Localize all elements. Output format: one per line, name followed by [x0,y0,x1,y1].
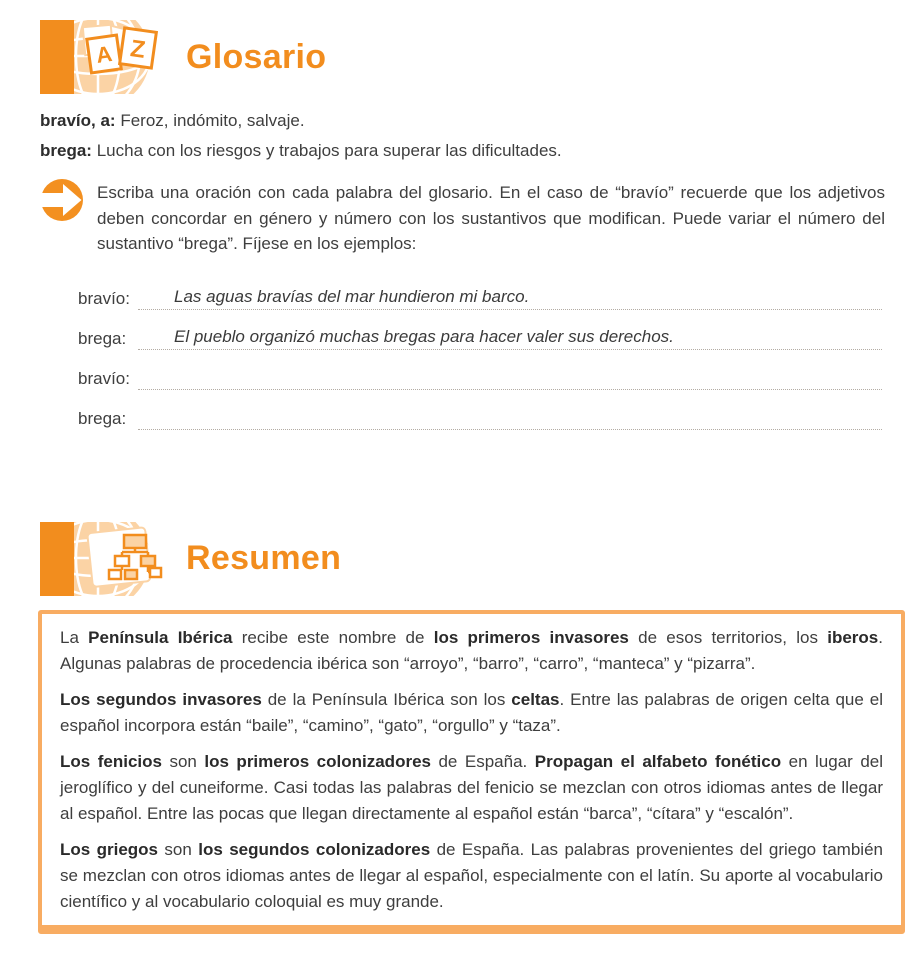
glosario-section-header [40,0,913,94]
summary-text-bold: Los fenicios [60,751,162,771]
resumen-section-header [40,522,913,596]
fill-line-rule [138,287,882,310]
summary-text: de España. [430,751,535,771]
resumen-title: Resumen [186,539,342,577]
summary-box [38,610,905,934]
fill-line-row [78,270,882,310]
svg-text:Z: Z [128,35,147,64]
svg-text:A: A [94,41,114,68]
summary-text: . Entre las palabras de origen celta que el español incorpora están “baile”, “camino”, “gato”, “orgullo” y “taza”. [60,689,883,735]
fill-line-rule [138,367,882,390]
glossary-term: brega: [40,141,92,160]
orgchart-summary-icon [40,522,168,596]
fill-line-label: brega: [78,328,127,348]
fill-line-label: brega: [78,408,127,428]
fill-line-value: El pueblo organizó muchas bregas para hacer valer sus derechos. [174,326,674,346]
summary-text: recibe este nombre de [232,627,434,647]
summary-text-bold: iberos [827,627,879,647]
summary-text-bold: Los segundos invasores [60,689,262,709]
fill-line-row [78,350,882,390]
fill-line-label: bravío: [78,288,130,308]
glossary-entry [40,136,883,166]
glosario-title: Glosario [186,37,327,76]
summary-text: de esos territorios, los [628,627,828,647]
glossary-entry [40,106,883,136]
instruction-block [40,178,885,257]
summary-text: son [161,751,205,771]
summary-text-bold: Propagan el alfabeto fonético [534,751,782,771]
summary-text-bold: Península Ibérica [88,627,233,647]
fill-line-label: bravío: [78,368,130,388]
summary-paragraph [60,687,883,739]
summary-text: de la Península Ibérica son los [261,689,512,709]
glossary-term: bravío, a: [40,111,116,130]
summary-text-bold: los segundos colonizadores [198,839,431,859]
summary-text: . Algunas palabras de procedencia ibérica son “arroyo”, “barro”, “carro”, “manteca” y “pizarra”. [60,627,883,673]
summary-text-bold: Los griegos [60,839,159,859]
glossary-entries [40,106,883,166]
summary-text-bold: los primeros invasores [433,627,629,647]
fill-line-row [78,310,882,350]
summary-text-bold: los primeros colonizadores [204,751,431,771]
fill-line-rule [138,407,882,430]
summary-paragraph [60,837,883,915]
summary-text: son [158,839,199,859]
fill-lines [78,270,882,430]
right-arrow-icon [40,178,84,227]
summary-text: de España. Las palabras provenientes del griego también se mezclan con otros idiomas antes de llegar al español, especialmente con el latín. Su aporte al vocabulario científico y al vocabulario coloquial es muy grande. [60,839,883,911]
glossary-definition: Feroz, indómito, salvaje. [120,111,305,130]
glossary-definition: Lucha con los riesgos y trabajos para superar las dificultades. [96,141,562,160]
summary-text-bold: celtas [511,689,560,709]
fill-line-value: Las aguas bravías del mar hundieron mi barco. [174,286,530,306]
fill-line-rule [138,327,882,350]
az-glossary-icon [40,20,168,94]
summary-paragraph [60,625,883,677]
summary-text: en lugar del jeroglífico y del cuneiforme. Casi todas las palabras del fenicio se mezclan con otros idiomas antes de llegar al español. Entre las pocas que llegan directamente al español están “barca”, “cítara” y “escalón”. [60,751,884,823]
summary-text: La [60,627,89,647]
instruction-text: Escriba una oración con cada palabra del glosario. En el caso de “bravío” recuerde que los adjetivos deben concordar en género y número con los sustantivos que modifican. Puede variar el número del sustantivo “brega”. Fíjese en los ejemplos: [97,183,885,253]
summary-paragraph [60,749,883,827]
fill-line-row [78,390,882,430]
